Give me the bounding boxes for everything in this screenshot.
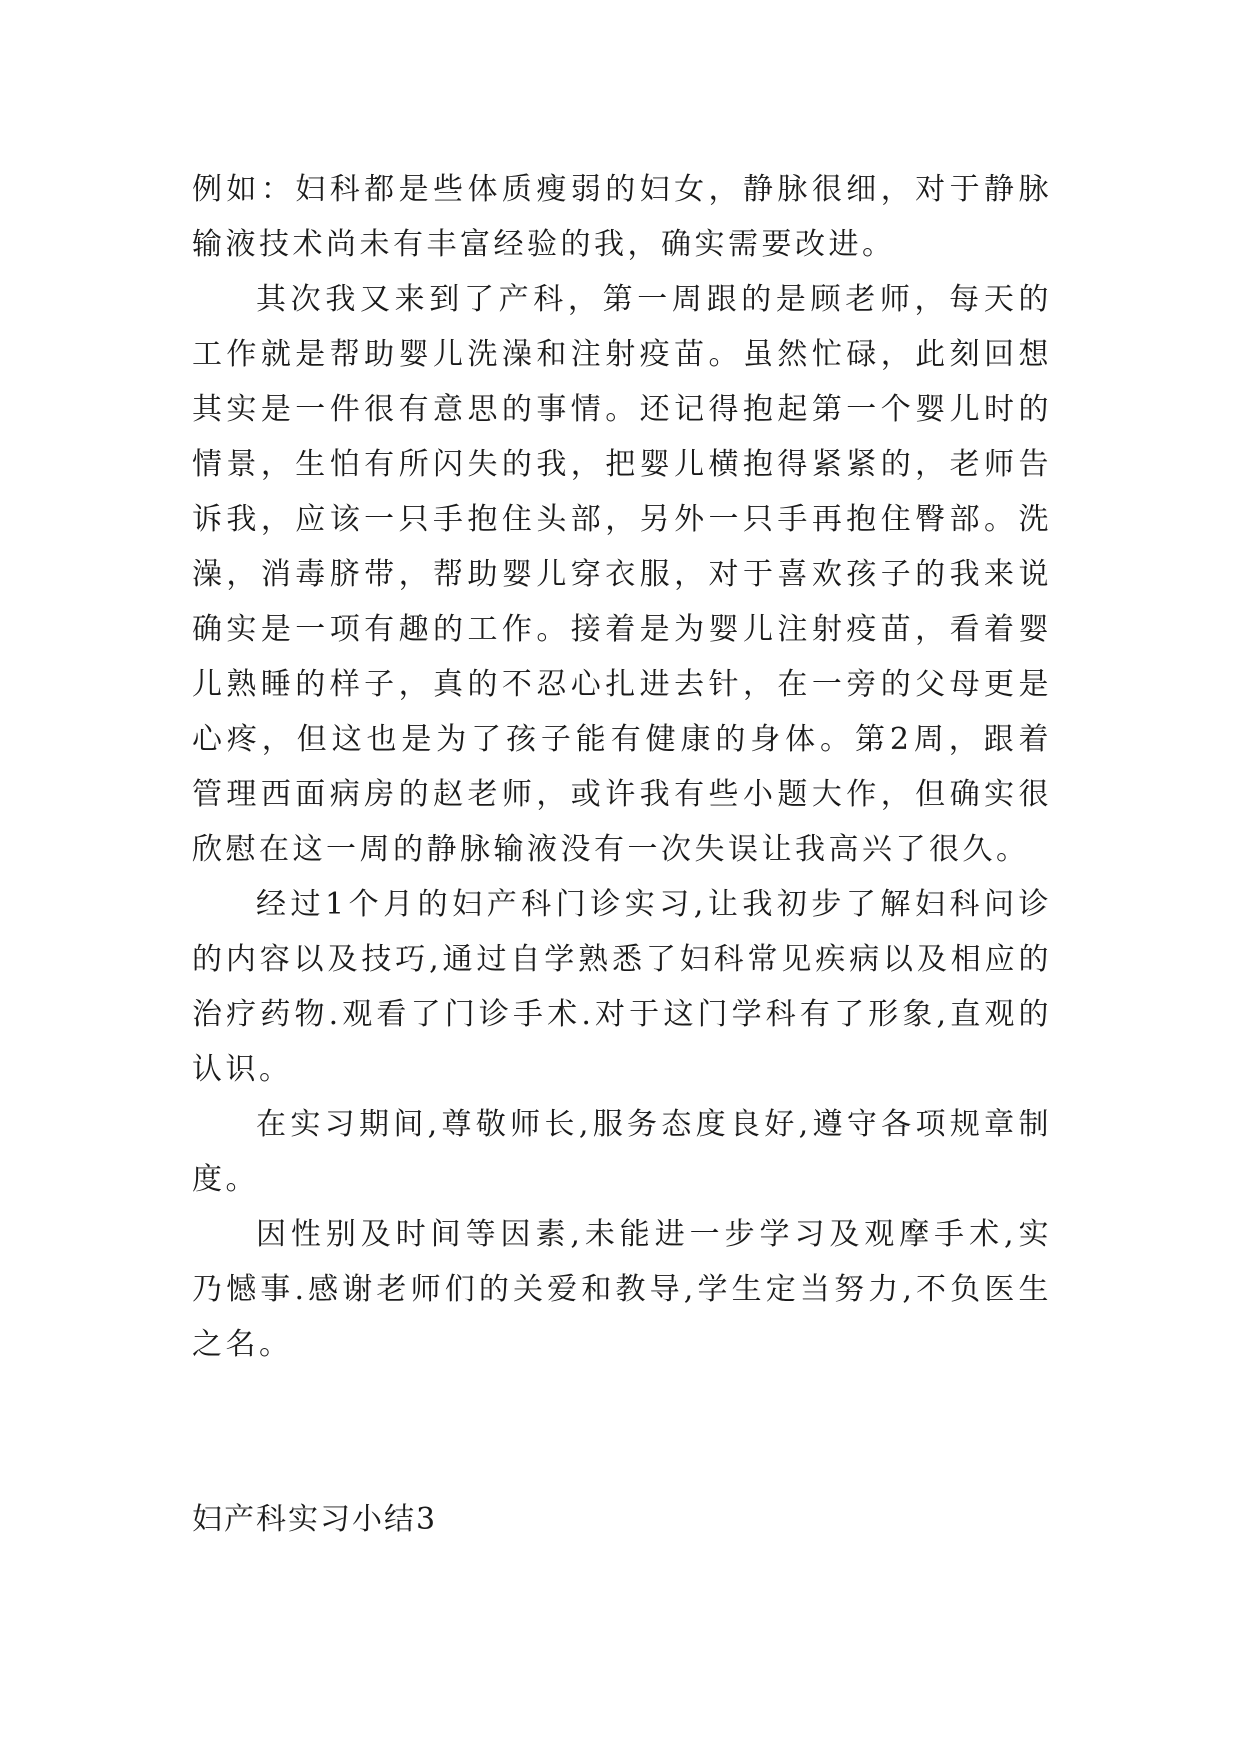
paragraph-1: 例如：妇科都是些体质瘦弱的妇女，静脉很细，对于静脉输液技术尚未有丰富经验的我，确实需要改进。 <box>192 172 1052 262</box>
paragraph-2: 其次我又来到了产科，第一周跟的是顾老师，每天的工作就是帮助婴儿洗澡和注射疫苗。虽然忙碌，此刻回想其实是一件很有意思的事情。还记得抱起第一个婴儿时的情景，生怕有所闪失的我，把婴儿横抱得紧紧的，老师告诉我，应该一只手抱住头部，另外一只手再抱住臀部。洗澡，消毒脐带，帮助婴儿穿衣服，对于喜欢孩子的我来说确实是一项有趣的工作。接着是为婴儿注射疫苗，看着婴儿熟睡的样子，真的不忍心扎进去针，在一旁的父母更是心疼，但这也是为了孩子能有健康的身体。第2周，跟着管理西面病房的赵老师，或许我有些小题大作，但确实很欣慰在这一周的静脉输液没有一次失误让我高兴了很久。 <box>192 282 1052 867</box>
paragraph-4: 在实习期间,尊敬师长,服务态度良好,遵守各项规章制度。 <box>192 1107 1052 1197</box>
paragraph-5: 因性别及时间等因素,未能进一步学习及观摩手术,实乃憾事.感谢老师们的关爱和教导,学生定当努力,不负医生之名。 <box>192 1217 1052 1362</box>
document-body <box>192 162 1052 1372</box>
paragraph-3: 经过1个月的妇产科门诊实习,让我初步了解妇科问诊的内容以及技巧,通过自学熟悉了妇科常见疾病以及相应的治疗药物.观看了门诊手术.对于这门学科有了形象,直观的认识。 <box>192 887 1052 1087</box>
section-heading: 妇产科实习小结3 <box>192 1502 438 1537</box>
